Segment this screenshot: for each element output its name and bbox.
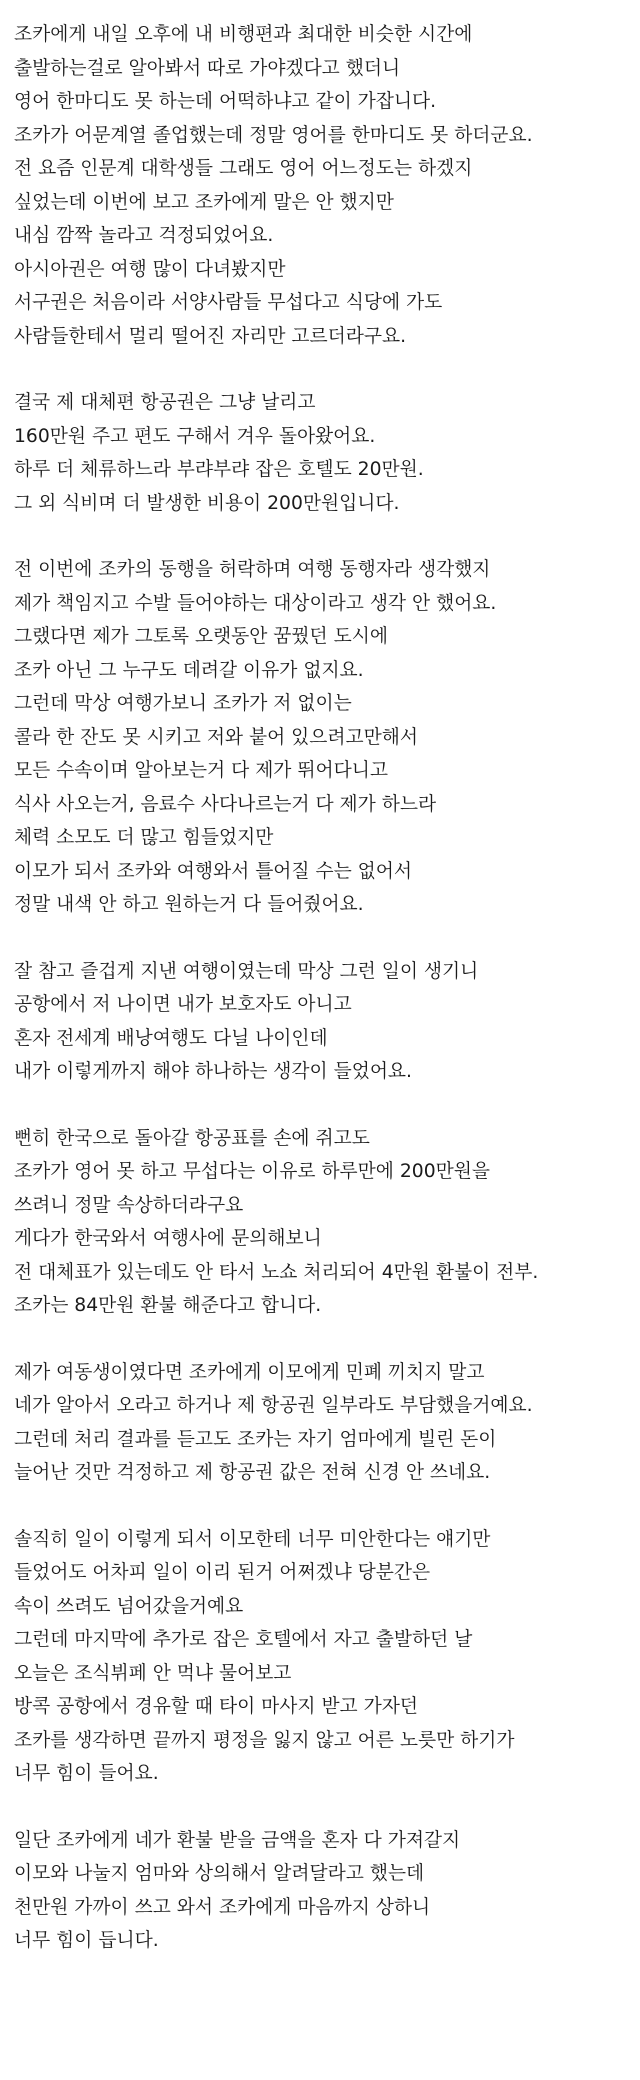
text-line: 늘어난 것만 걱정하고 제 항공권 값은 전혀 신경 안 쓰네요. bbox=[14, 1462, 491, 1483]
text-line: 그런데 막상 여행가보니 조카가 저 없이는 bbox=[14, 693, 352, 714]
text-line: 그 외 식비며 더 발생한 비용이 200만원입니다. bbox=[14, 492, 400, 514]
text-line: 조카를 생각하면 끝까지 평정을 잃지 않고 어른 노릇만 하기가 bbox=[14, 1729, 515, 1751]
text-line: 전 대체표가 있는데도 안 타서 노쇼 처리되어 4만원 환불이 전부. bbox=[14, 1261, 539, 1283]
text-line: 그랬다면 제가 그토록 오랫동안 꿈꿨던 도시에 bbox=[14, 626, 388, 647]
text-line: 조카는 84만원 환불 해준다고 합니다. bbox=[14, 1295, 322, 1316]
text-line: 뻔히 한국으로 돌아갈 항공표를 손에 쥐고도 bbox=[14, 1127, 370, 1149]
text-line: 그런데 처리 결과를 듣고도 조카는 자기 엄마에게 빌린 돈이 bbox=[14, 1428, 497, 1450]
text-line: 체력 소모도 더 많고 힘들었지만 bbox=[14, 827, 274, 848]
paragraph bbox=[14, 955, 640, 1089]
text-line: 서구권은 처음이라 서양사람들 무섭다고 식당에 가도 bbox=[14, 292, 443, 313]
text-line: 그런데 마지막에 추가로 잡은 호텔에서 자고 출발하던 날 bbox=[14, 1629, 473, 1650]
paragraph bbox=[14, 386, 640, 520]
text-line: 조카가 어문계열 졸업했는데 정말 영어를 한마디도 못 하더군요. bbox=[14, 124, 533, 146]
text-line: 쓰려니 정말 속상하더라구요 bbox=[14, 1194, 244, 1216]
text-line: 일단 조카에게 네가 환불 받을 금액을 혼자 다 가져갈지 bbox=[14, 1829, 461, 1851]
text-line: 콜라 한 잔도 못 시키고 저와 붙어 있으려고만해서 bbox=[14, 726, 418, 748]
text-line: 너무 힘이 들어요. bbox=[14, 1763, 159, 1784]
text-line: 너무 힘이 듭니다. bbox=[14, 1930, 159, 1951]
text-line: 내가 이렇게까지 해야 하나하는 생각이 들었어요. bbox=[14, 1061, 413, 1082]
paragraph bbox=[14, 553, 640, 922]
text-line: 전 요즘 인문계 대학생들 그래도 영어 어느정도는 하겠지 bbox=[14, 158, 473, 179]
text-line: 아시아권은 여행 많이 다녀봤지만 bbox=[14, 258, 286, 280]
paragraph bbox=[14, 1356, 640, 1490]
text-line: 네가 알아서 오라고 하거나 제 항공권 일부라도 부담했을거예요. bbox=[14, 1395, 533, 1416]
text-line: 모든 수속이며 알아보는거 다 제가 뛰어다니고 bbox=[14, 760, 388, 781]
text-line: 오늘은 조식뷔페 안 먹냐 물어보고 bbox=[14, 1662, 292, 1684]
text-line: 방콕 공항에서 경유할 때 타이 마사지 받고 가자던 bbox=[14, 1696, 418, 1717]
text-line: 싶었는데 이번에 보고 조카에게 말은 안 했지만 bbox=[14, 191, 394, 213]
text-line: 사람들한테서 멀리 떨어진 자리만 고르더라구요. bbox=[14, 325, 407, 347]
text-line: 전 이번에 조카의 동행을 허락하며 여행 동행자라 생각했지 bbox=[14, 559, 491, 580]
text-line: 정말 내색 안 하고 원하는거 다 들어줬어요. bbox=[14, 894, 364, 915]
text-line: 영어 한마디도 못 하는데 어떡하냐고 같이 가잡니다. bbox=[14, 91, 437, 112]
text-line: 공항에서 저 나이면 내가 보호자도 아니고 bbox=[14, 994, 352, 1015]
text-line: 천만원 가까이 쓰고 와서 조카에게 마음까지 상하니 bbox=[14, 1896, 431, 1918]
text-line: 혼자 전세계 배낭여행도 다닐 나이인데 bbox=[14, 1027, 328, 1049]
text-line: 조카가 영어 못 하고 무섭다는 이유로 하루만에 200만원을 bbox=[14, 1161, 490, 1182]
text-line: 조카에게 내일 오후에 내 비행편과 최대한 비슷한 시간에 bbox=[14, 24, 473, 45]
text-line: 내심 깜짝 놀라고 걱정되었어요. bbox=[14, 225, 274, 246]
paragraph bbox=[14, 1824, 640, 1958]
text-line: 솔직히 일이 이렇게 되서 이모한테 너무 미안한다는 얘기만 bbox=[14, 1528, 491, 1550]
text-line: 출발하는걸로 알아봐서 따로 가야겠다고 했더니 bbox=[14, 57, 401, 79]
text-line: 식사 사오는거, 음료수 사다나르는거 다 제가 하느라 bbox=[14, 793, 437, 815]
paragraph bbox=[14, 1122, 640, 1323]
text-line: 이모가 되서 조카와 여행와서 틀어질 수는 없어서 bbox=[14, 860, 413, 882]
paragraph bbox=[14, 1523, 640, 1791]
text-line: 하루 더 체류하느라 부랴부랴 잡은 호텔도 20만원. bbox=[14, 459, 424, 480]
text-line: 들었어도 어차피 일이 이리 된거 어쩌겠냐 당분간은 bbox=[14, 1562, 431, 1583]
text-line: 제가 여동생이였다면 조카에게 이모에게 민폐 끼치지 말고 bbox=[14, 1361, 485, 1383]
text-line: 결국 제 대체편 항공권은 그냥 날리고 bbox=[14, 392, 316, 413]
paragraph bbox=[14, 18, 640, 353]
text-line: 게다가 한국와서 여행사에 문의해보니 bbox=[14, 1228, 322, 1249]
text-line: 160만원 주고 편도 구해서 겨우 돌아왔어요. bbox=[14, 425, 376, 447]
text-line: 이모와 나눌지 엄마와 상의해서 알려달라고 했는데 bbox=[14, 1863, 425, 1884]
text-line: 속이 쓰려도 넘어갔을거예요 bbox=[14, 1595, 244, 1617]
text-line: 조카 아닌 그 누구도 데려갈 이유가 없지요. bbox=[14, 659, 364, 681]
text-line: 잘 참고 즐겁게 지낸 여행이였는데 막상 그런 일이 생기니 bbox=[14, 960, 479, 982]
text-line: 제가 책임지고 수발 들어야하는 대상이라고 생각 안 했어요. bbox=[14, 592, 497, 614]
